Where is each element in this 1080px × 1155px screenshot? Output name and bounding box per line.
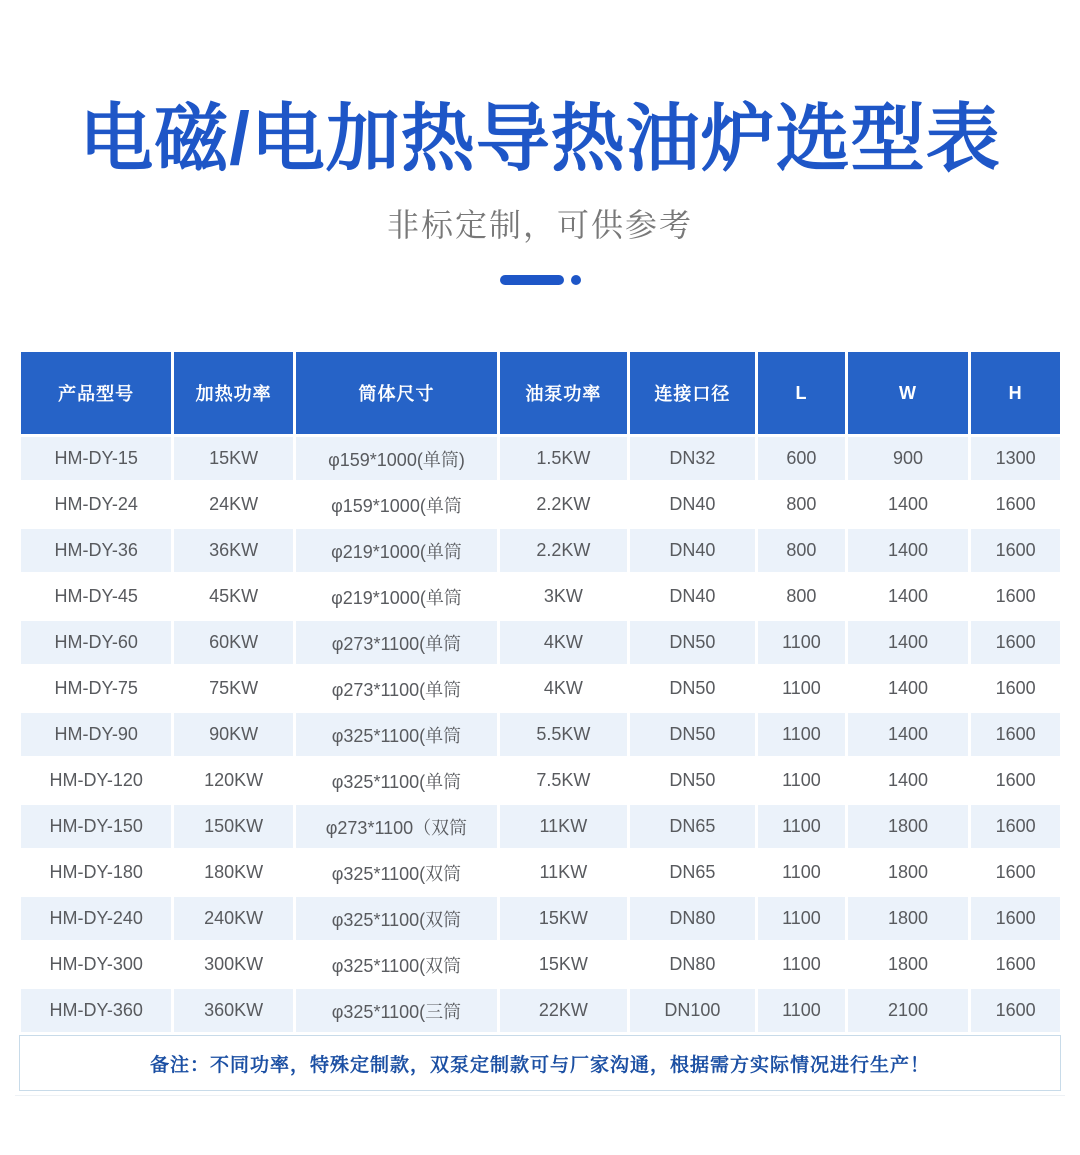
table-cell: HM-DY-24 xyxy=(21,483,171,526)
table-cell: HM-DY-180 xyxy=(21,851,171,894)
column-header-port: 连接口径 xyxy=(630,352,756,434)
table-row xyxy=(21,943,1060,986)
table-cell: 1400 xyxy=(848,483,969,526)
table-cell: 15KW xyxy=(174,437,292,480)
table-cell: DN80 xyxy=(630,943,756,986)
table-cell: HM-DY-45 xyxy=(21,575,171,618)
divider-dot xyxy=(571,275,581,285)
table-cell: 2100 xyxy=(848,989,969,1032)
table-cell: DN40 xyxy=(630,529,756,572)
table-cell: HM-DY-240 xyxy=(21,897,171,940)
table-cell: 800 xyxy=(758,575,845,618)
table-cell: 1100 xyxy=(758,851,845,894)
table-cell: 1600 xyxy=(971,759,1060,802)
table-row xyxy=(21,713,1060,756)
table-row xyxy=(21,483,1060,526)
column-header-w: W xyxy=(848,352,969,434)
table-cell: 180KW xyxy=(174,851,292,894)
table-cell: 1100 xyxy=(758,621,845,664)
table-cell: DN50 xyxy=(630,713,756,756)
table-cell: 1800 xyxy=(848,805,969,848)
table-header xyxy=(21,352,1060,434)
table-cell: DN40 xyxy=(630,575,756,618)
table-row xyxy=(21,621,1060,664)
spec-table-wrap xyxy=(18,349,1063,1035)
title-divider xyxy=(0,275,1080,285)
table-cell: DN50 xyxy=(630,759,756,802)
table-row xyxy=(21,759,1060,802)
table-cell: 1600 xyxy=(971,805,1060,848)
table-cell: 1600 xyxy=(971,621,1060,664)
table-cell: 1600 xyxy=(971,851,1060,894)
table-cell: φ219*1000(单筒 xyxy=(296,529,497,572)
column-header-size: 筒体尺寸 xyxy=(296,352,497,434)
table-cell: 1.5KW xyxy=(500,437,627,480)
table-cell: 15KW xyxy=(500,897,627,940)
table-cell: 1100 xyxy=(758,989,845,1032)
table-cell: DN50 xyxy=(630,621,756,664)
table-row xyxy=(21,667,1060,710)
table-cell: 1800 xyxy=(848,943,969,986)
table-cell: φ219*1000(单筒 xyxy=(296,575,497,618)
table-cell: 24KW xyxy=(174,483,292,526)
table-cell: HM-DY-90 xyxy=(21,713,171,756)
table-row xyxy=(21,851,1060,894)
table-cell: 90KW xyxy=(174,713,292,756)
table-cell: 7.5KW xyxy=(500,759,627,802)
table-cell: φ273*1100(单筒 xyxy=(296,667,497,710)
table-cell: DN80 xyxy=(630,897,756,940)
table-cell: 1600 xyxy=(971,897,1060,940)
table-cell: 120KW xyxy=(174,759,292,802)
table-cell: φ325*1100(双筒 xyxy=(296,943,497,986)
table-cell: HM-DY-120 xyxy=(21,759,171,802)
table-cell: DN65 xyxy=(630,805,756,848)
note-box xyxy=(19,1035,1061,1091)
table-cell: φ325*1100(双筒 xyxy=(296,897,497,940)
table-cell: HM-DY-60 xyxy=(21,621,171,664)
table-cell: 360KW xyxy=(174,989,292,1032)
page-subtitle: 非标定制，可供参考 xyxy=(386,207,693,244)
table-cell: 1400 xyxy=(848,713,969,756)
table-cell: φ325*1100(单筒 xyxy=(296,759,497,802)
table-cell: 1600 xyxy=(971,943,1060,986)
table-cell: 600 xyxy=(758,437,845,480)
table-cell: HM-DY-36 xyxy=(21,529,171,572)
table-cell: 800 xyxy=(758,529,845,572)
table-cell: φ325*1100(三筒 xyxy=(296,989,497,1032)
table-cell: φ273*1100（双筒 xyxy=(296,805,497,848)
table-cell: φ325*1100(双筒 xyxy=(296,851,497,894)
table-row xyxy=(21,989,1060,1032)
table-cell: 1400 xyxy=(848,575,969,618)
table-cell: 3KW xyxy=(500,575,627,618)
table-cell: 5.5KW xyxy=(500,713,627,756)
table-row xyxy=(21,575,1060,618)
table-cell: 4KW xyxy=(500,621,627,664)
table-cell: DN40 xyxy=(630,483,756,526)
table-cell: 45KW xyxy=(174,575,292,618)
table-cell: 240KW xyxy=(174,897,292,940)
table-header-row xyxy=(21,352,1060,434)
table-cell: 15KW xyxy=(500,943,627,986)
table-cell: 11KW xyxy=(500,805,627,848)
table-cell: 1800 xyxy=(848,897,969,940)
table-cell: DN65 xyxy=(630,851,756,894)
table-cell: 150KW xyxy=(174,805,292,848)
table-cell: 1100 xyxy=(758,713,845,756)
table-cell: φ273*1100(单筒 xyxy=(296,621,497,664)
table-body xyxy=(21,437,1060,1032)
table-cell: 1100 xyxy=(758,897,845,940)
note-text: 备注：不同功率，特殊定制款，双泵定制款可与厂家沟通，根据需方实际情况进行生产！ xyxy=(149,1054,930,1076)
spec-table xyxy=(18,349,1063,1035)
table-cell: 1400 xyxy=(848,621,969,664)
table-cell: 1100 xyxy=(758,805,845,848)
table-cell: 1400 xyxy=(848,759,969,802)
table-cell: HM-DY-300 xyxy=(21,943,171,986)
table-cell: 1300 xyxy=(971,437,1060,480)
table-cell: 1600 xyxy=(971,575,1060,618)
table-row xyxy=(21,897,1060,940)
table-cell: φ159*1000(单筒) xyxy=(296,437,497,480)
table-cell: 900 xyxy=(848,437,969,480)
table-cell: HM-DY-15 xyxy=(21,437,171,480)
table-cell: 800 xyxy=(758,483,845,526)
table-cell: 11KW xyxy=(500,851,627,894)
column-header-model: 产品型号 xyxy=(21,352,171,434)
bottom-divider xyxy=(15,1095,1065,1096)
table-cell: 60KW xyxy=(174,621,292,664)
table-cell: 2.2KW xyxy=(500,529,627,572)
table-cell: 4KW xyxy=(500,667,627,710)
table-cell: 1600 xyxy=(971,713,1060,756)
table-cell: 1100 xyxy=(758,943,845,986)
column-header-power: 加热功率 xyxy=(174,352,292,434)
divider-bar xyxy=(500,275,564,285)
table-cell: 2.2KW xyxy=(500,483,627,526)
table-cell: HM-DY-360 xyxy=(21,989,171,1032)
table-row xyxy=(21,437,1060,480)
table-cell: 22KW xyxy=(500,989,627,1032)
table-cell: DN100 xyxy=(630,989,756,1032)
page-title: 电磁/电加热导热油炉选型表 xyxy=(79,97,1001,180)
column-header-pump: 油泵功率 xyxy=(500,352,627,434)
table-cell: φ159*1000(单筒 xyxy=(296,483,497,526)
table-cell: 1400 xyxy=(848,667,969,710)
table-cell: 1600 xyxy=(971,667,1060,710)
table-row xyxy=(21,805,1060,848)
table-cell: DN32 xyxy=(630,437,756,480)
table-cell: 1400 xyxy=(848,529,969,572)
column-header-h: H xyxy=(971,352,1060,434)
table-cell: 300KW xyxy=(174,943,292,986)
table-row xyxy=(21,529,1060,572)
column-header-l: L xyxy=(758,352,845,434)
table-cell: 1100 xyxy=(758,759,845,802)
table-cell: 1100 xyxy=(758,667,845,710)
table-cell: DN50 xyxy=(630,667,756,710)
table-cell: 36KW xyxy=(174,529,292,572)
table-cell: 1600 xyxy=(971,989,1060,1032)
table-cell: HM-DY-150 xyxy=(21,805,171,848)
table-cell: 75KW xyxy=(174,667,292,710)
table-cell: 1800 xyxy=(848,851,969,894)
table-cell: φ325*1100(单筒 xyxy=(296,713,497,756)
table-cell: 1600 xyxy=(971,483,1060,526)
table-cell: HM-DY-75 xyxy=(21,667,171,710)
table-cell: 1600 xyxy=(971,529,1060,572)
